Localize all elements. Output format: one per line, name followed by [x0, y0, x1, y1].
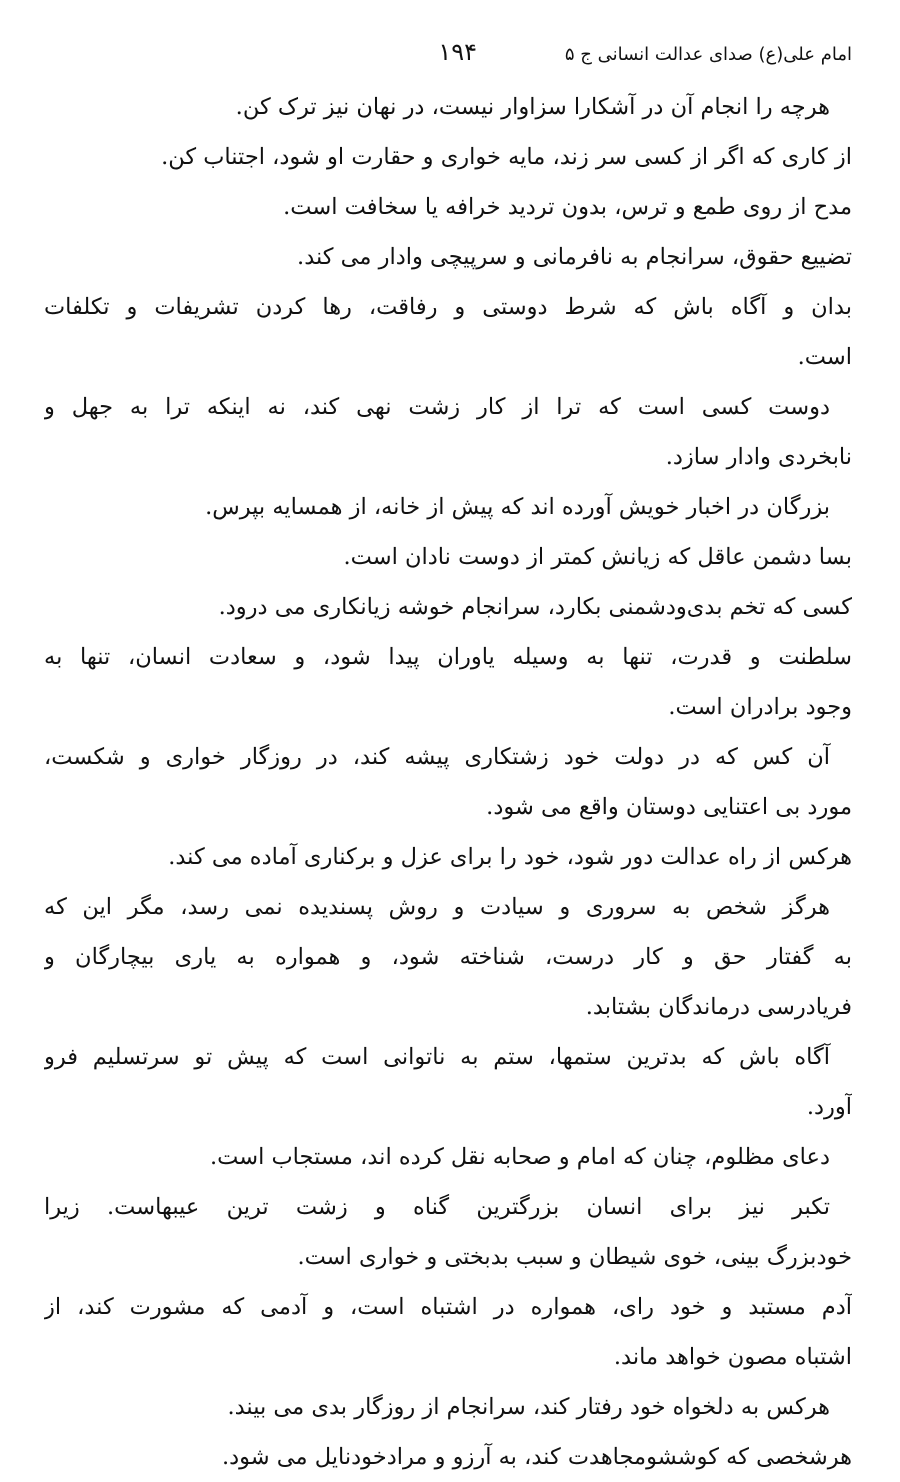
- text-line: بزرگان در اخبار خویش آورده اند که پیش از خانه، از همسایه بپرس.: [205, 494, 830, 520]
- page-header: [48, 38, 852, 74]
- text-line: مدح از روی طمع و ترس، بدون تردید خرافه یا سخافت است.: [283, 194, 852, 220]
- book-title: امام علی(ع) صدای عدالت انسانی ج ۵: [564, 44, 852, 65]
- text-line: است.: [797, 344, 852, 370]
- text-line: به گفتار حق و کار درست، شناخته شود، و همواره به یاری بیچارگان و: [44, 944, 852, 970]
- text-line: از کاری که اگر از کسی سر زند، مایه خواری و حقارت او شود، اجتناب کن.: [161, 144, 852, 170]
- text-line: مورد بی اعتنایی دوستان واقع می شود.: [486, 794, 852, 820]
- text-line: تضییع حقوق، سرانجام به نافرمانی و سرپیچی وادار می کند.: [297, 244, 852, 270]
- text-line: هرگز شخص به سروری و سیادت و روش پسندیده نمی رسد، مگر این که: [44, 894, 830, 920]
- page-number: ۱۹۴: [438, 38, 477, 66]
- text-line: دوست کسی است که ترا از کار زشت نهی کند، نه اینکه ترا به جهل و: [44, 394, 830, 420]
- text-line: بسا دشمن عاقل که زیانش کمتر از دوست نادان است.: [343, 544, 852, 570]
- text-line: بدان و آگاه باش که شرط دوستی و رفاقت، رها کردن تشریفات و تکلفات: [44, 294, 852, 320]
- text-line: کسی که تخم بدی‌ودشمنی بکارد، سرانجام خوشه زیانکاری می درود.: [218, 594, 852, 620]
- text-line: خودبزرگ بینی، خوی شیطان و سبب بدبختی و خواری است.: [297, 1244, 852, 1270]
- text-line: آورد.: [806, 1094, 852, 1120]
- text-line: آن کس که در دولت خود زشتکاری پیشه کند، در روزگار خواری و شکست،: [44, 744, 830, 770]
- text-line: هرکس از راه عدالت دور شود، خود را برای عزل و برکناری آماده می کند.: [168, 844, 852, 870]
- text-line: نابخردی وادار سازد.: [665, 444, 852, 470]
- text-line: هرچه را انجام آن در آشکارا سزاوار نیست، در نهان نیز ترک کن.: [235, 94, 830, 120]
- text-line: آگاه باش که بدترین ستمها، ستم به ناتوانی است که پیش تو سرتسلیم فرو: [44, 1044, 830, 1070]
- text-line: سلطنت و قدرت، تنها به وسیله یاوران پیدا شود، و سعادت انسان، تنها به: [44, 644, 852, 670]
- page-body: [44, 82, 852, 1482]
- text-line: وجود برادران است.: [668, 694, 852, 720]
- text-line: فریادرسی درماندگان بشتابد.: [585, 994, 852, 1020]
- text-line: تکبر نیز برای انسان بزرگترین گناه و زشت ترین عیبهاست. زیرا: [44, 1194, 830, 1220]
- text-line: آدم مستبد و خود رای، همواره در اشتباه است، و آدمی که مشورت کند، از: [44, 1294, 852, 1320]
- text-line: دعای مظلوم، چنان که امام و صحابه نقل کرده اند، مستجاب است.: [209, 1144, 830, 1170]
- text-line: هرکس به دلخواه خود رفتار کند، سرانجام از روزگار بدی می بیند.: [227, 1394, 830, 1420]
- text-line: اشتباه مصون خواهد ماند.: [613, 1344, 852, 1370]
- text-line: هرشخصی که کوششومجاهدت کند، به آرزو و مرادخودنایل می شود.: [221, 1444, 852, 1470]
